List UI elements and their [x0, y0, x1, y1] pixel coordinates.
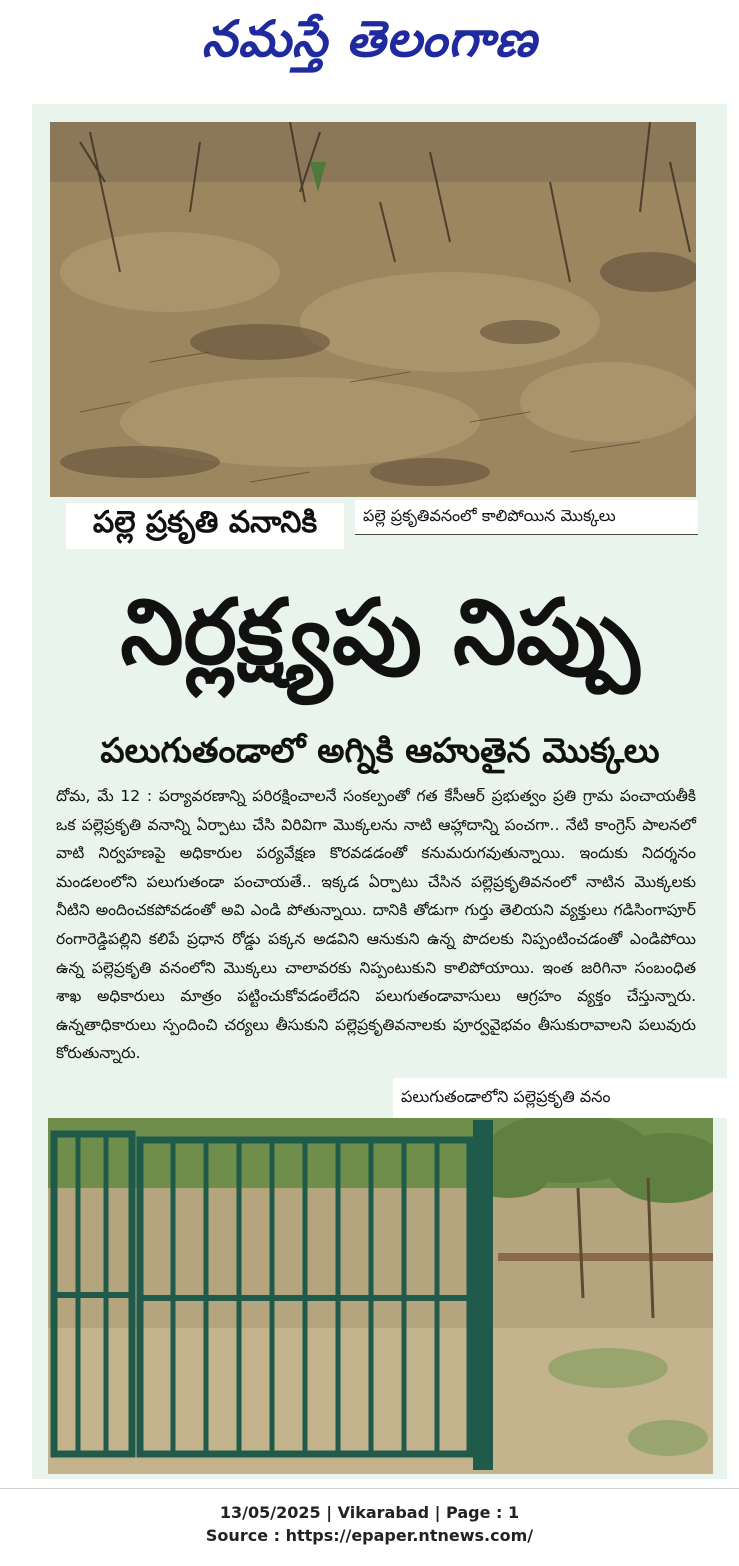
newspaper-logo: నమస్తే తెలంగాణ [201, 10, 538, 68]
top-photo-caption: పల్లె ప్రకృతివనంలో కాలిపోయిన మొక్కలు [355, 500, 698, 535]
footer-source-link[interactable]: Source : https://epaper.ntnews.com/ [205, 1526, 534, 1545]
kicker-headline: పల్లె ప్రకృతి వనానికి [66, 503, 344, 549]
footer-divider [0, 1488, 739, 1489]
burnt-plants-photo [50, 122, 696, 497]
footer-date-edition: 13/05/2025 | Vikarabad | Page : 1 [219, 1503, 520, 1522]
masthead [0, 0, 739, 100]
bottom-photo-caption: పలుగుతండాలోని పల్లెప్రకృతి వనం [393, 1078, 727, 1118]
green-metal-gate [48, 1120, 498, 1470]
main-headline: నిర్లక్ష్యపు నిప్పు [120, 580, 640, 685]
article-body: దోమ, మే 12 : పర్యావరణాన్ని పరిరక్షించాలనే సంకల్పంతో గత కేసీఆర్ ప్రభుత్వం ప్రతి గ్రామ పంచాయతీకి ఒక పల్లెప్రకృతి వనాన్ని ఏర్పాటు చేసి విరివిగా మొక్కలను నాటి ఆహ్లాదాన్ని పంచగా.. నేటి కాంగ్రెస్ పాలనలో వాటి నిర్వహణపై అధికారుల పర్యవేక్షణ కొరవడడంతో కనుమరుగవుతున్నాయి. ఇందుకు నిదర్శనం మండలంలోని పలుగుతండా పంచాయతే.. ఇక్కడ ఏర్పాటు చేసిన పల్లెప్రకృతివనంలో నాటిన మొక్కలకు నీటిని అందించకపోవడంతో అవి ఎండి పోతున్నాయి. దానికి తోడుగా గుర్తు తెలియని వ్యక్తులు గడిసింగాపూర్ రంగారెడ్డిపల్లిని కలిపే ప్రధాన రోడ్డు పక్కన అడవిని ఆనుకుని ఉన్న పొదలకు నిప్పంటించడంతో ఎండిపోయి ఉన్న పల్లెప్రకృతి వనంలోని మొక్కలు చాలావరకు నిప్పంటుకుని కాలిపోయాయి. ఇంత జరిగినా సంబంధిత శాఖ అధికారులు మాత్రం పట్టించుకోవడంలేదని పలుగుతండావాసులు ఆగ్రహం వ్యక్తం చేస్తున్నారు. ఉన్నతాధికారులు స్పందించి చర్యలు తీసుకుని పల్లెప్రకృతివనాలకు పూర్వవైభవం తీసుకురావాలని పలువురు కోరుతున్నారు. [56, 787, 696, 1063]
sub-headline: పలుగుతండాలో అగ్నికి ఆహుతైన మొక్కలు [100, 731, 660, 771]
